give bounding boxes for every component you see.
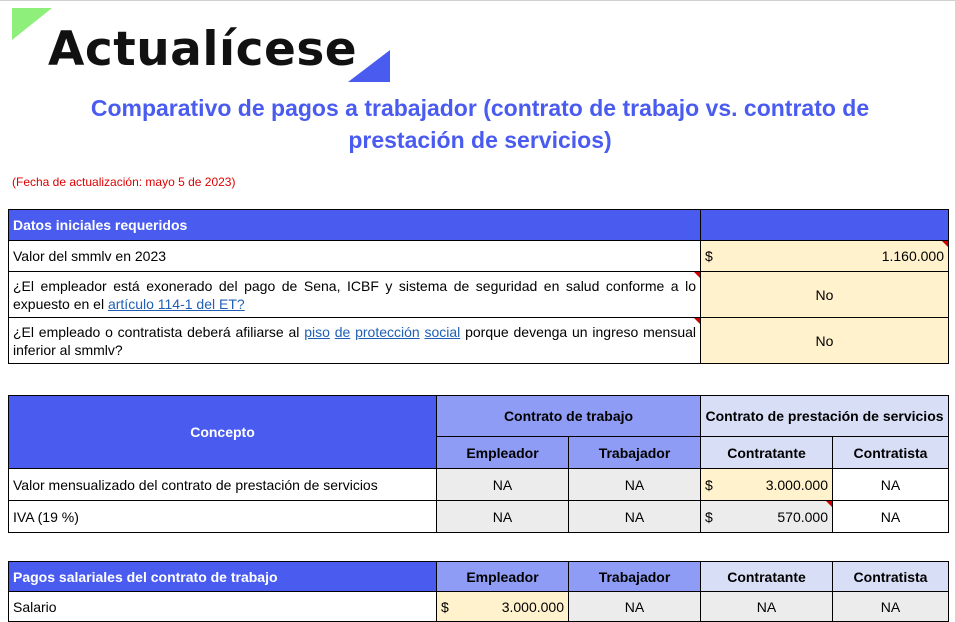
initial-data-header-empty	[701, 210, 949, 241]
iva-contratante-cell	[701, 501, 833, 533]
empleador-header: Empleador	[437, 562, 569, 592]
iva-trab: NA	[569, 501, 701, 533]
salario-label: Salario	[9, 592, 437, 622]
contratista-header: Contratista	[833, 437, 949, 469]
social-floor-question	[9, 318, 701, 364]
article-114-1-link[interactable]: artículo 114-1 del ET?	[107, 295, 245, 312]
monthly-value-label: Valor mensualizado del contrato de prestación de servicios	[9, 469, 437, 501]
salario-contratante: NA	[701, 592, 833, 622]
empleador-header: Empleador	[437, 437, 569, 469]
table-row	[9, 210, 949, 241]
trabajador-header: Trabajador	[569, 437, 701, 469]
iva-contratista: NA	[833, 501, 949, 533]
smmlv-value-cell[interactable]	[701, 241, 949, 272]
logo-green-triangle	[12, 8, 52, 40]
smmlv-label: Valor del smmlv en 2023	[9, 241, 701, 272]
monthly-contratante-value: 3.000.000	[765, 476, 828, 493]
salario-emp-value: 3.000.000	[501, 598, 564, 615]
exoneration-text: ¿El empleador está exonerado del pago de Sena, ICBF y sistema de seguridad en salud conforme a lo expuesto en el	[13, 277, 696, 312]
currency-symbol: $	[705, 248, 713, 264]
concept-table	[8, 395, 949, 533]
salary-header: Pagos salariales del contrato de trabajo	[9, 562, 437, 592]
update-date: (Fecha de actualización: mayo 5 de 2023)	[12, 175, 236, 189]
logo: Actualícese	[48, 22, 358, 77]
table-row	[9, 592, 949, 622]
table-row	[9, 272, 949, 318]
logo-blue-triangle	[348, 50, 390, 82]
proteccion-link[interactable]: protección	[355, 323, 420, 340]
service-contract-header: Contrato de prestación de servicios	[701, 396, 949, 437]
currency-symbol: $	[705, 508, 713, 525]
monthly-contratista: NA	[833, 469, 949, 501]
contratante-header: Contratante	[701, 437, 833, 469]
contratante-header: Contratante	[701, 562, 833, 592]
exoneration-question	[9, 272, 701, 318]
table-row	[9, 396, 949, 437]
page-title: Comparativo de pagos a trabajador (contrato de trabajo vs. contrato de prestación de servicios)	[90, 95, 870, 153]
monthly-emp: NA	[437, 469, 569, 501]
trabajador-header: Trabajador	[569, 562, 701, 592]
salary-table	[8, 561, 949, 622]
monthly-trab: NA	[569, 469, 701, 501]
iva-label: IVA (19 %)	[9, 501, 437, 533]
work-contract-header: Contrato de trabajo	[437, 396, 701, 437]
monthly-contratante-cell[interactable]	[701, 469, 833, 501]
smmlv-value: 1.160.000	[881, 248, 944, 264]
table-row	[9, 318, 949, 364]
iva-emp: NA	[437, 501, 569, 533]
salario-emp-cell	[437, 592, 569, 622]
piso-link[interactable]: piso	[304, 323, 330, 340]
social-floor-value[interactable]: No	[701, 318, 949, 364]
social-link[interactable]: social	[424, 323, 461, 340]
exoneration-value[interactable]: No	[701, 272, 949, 318]
table-row	[9, 469, 949, 501]
initial-data-table	[8, 209, 949, 364]
table-row	[9, 562, 949, 592]
concept-header: Concepto	[9, 396, 437, 469]
contratista-header: Contratista	[833, 562, 949, 592]
de-link[interactable]: de	[334, 323, 351, 340]
table-row	[9, 241, 949, 272]
iva-contratante-value: 570.000	[777, 508, 828, 525]
currency-symbol: $	[441, 598, 449, 615]
salario-trab: NA	[569, 592, 701, 622]
social-floor-text: ¿El empleado o contratista deberá afiliarse al	[13, 323, 305, 340]
top-border	[0, 0, 955, 1]
social-floor-text-end: porque devenga un ingreso mensual inferior al smmlv?	[13, 323, 697, 358]
table-row	[9, 501, 949, 533]
initial-data-header: Datos iniciales requeridos	[9, 210, 701, 241]
currency-symbol: $	[705, 476, 713, 493]
salario-contratista: NA	[833, 592, 949, 622]
